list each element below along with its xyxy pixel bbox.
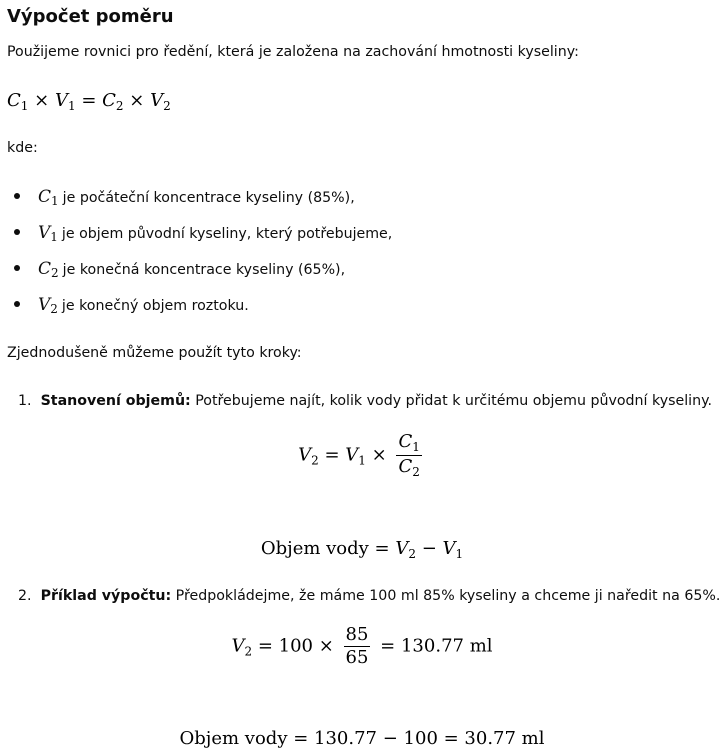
step-item: 1. Stanovení objemů: Potřebujeme najít, kolik vody přidat k určitému objemu původní kyseliny. <box>18 393 712 409</box>
where-label: kde: <box>7 140 38 156</box>
step1-equation: $V_2 = V_1$ × $\frac{C_1}{C_2}$ <box>298 431 420 480</box>
step-item: 2. Příklad výpočtu: Předpokládejme, že máme 100 ml 85% kyseliny a chceme ji naředit na 65%. <box>18 588 721 604</box>
steps-intro: Zjednodušeně můžeme použít tyto kroky: <box>7 345 302 361</box>
definition-item: $V_1$ je objem původní kyseliny, který potřebujeme, <box>14 223 392 244</box>
definition-item: $C_2$ je konečná koncentrace kyseliny (65%), <box>14 259 345 280</box>
definition-item: $V_2$ je konečný objem roztoku. <box>14 295 249 316</box>
section-title: Výpočet poměru <box>7 6 174 27</box>
intro-paragraph: Použijeme rovnici pro ředění, která je založena na zachování hmotnosti kyseliny: <box>7 44 579 60</box>
definition-item: $C_1$ je počáteční koncentrace kyseliny (85%), <box>14 187 355 208</box>
step2-equation: $V_2 = 100$ × $\frac{85}{65}$ = 130.77 ml <box>231 624 493 668</box>
bullet-icon <box>14 265 20 271</box>
bullet-icon <box>14 301 20 307</box>
main-equation: $C_1 \times V_1 = C_2 \times V_2$ <box>7 90 171 113</box>
bullet-icon <box>14 193 20 199</box>
step2-water-equation: Objem vody = 130.77 − 100 = 30.77 ml <box>179 728 545 749</box>
bullet-icon <box>14 229 20 235</box>
step1-water-equation: Objem vody = $V_2 - V_1$ <box>260 538 464 561</box>
